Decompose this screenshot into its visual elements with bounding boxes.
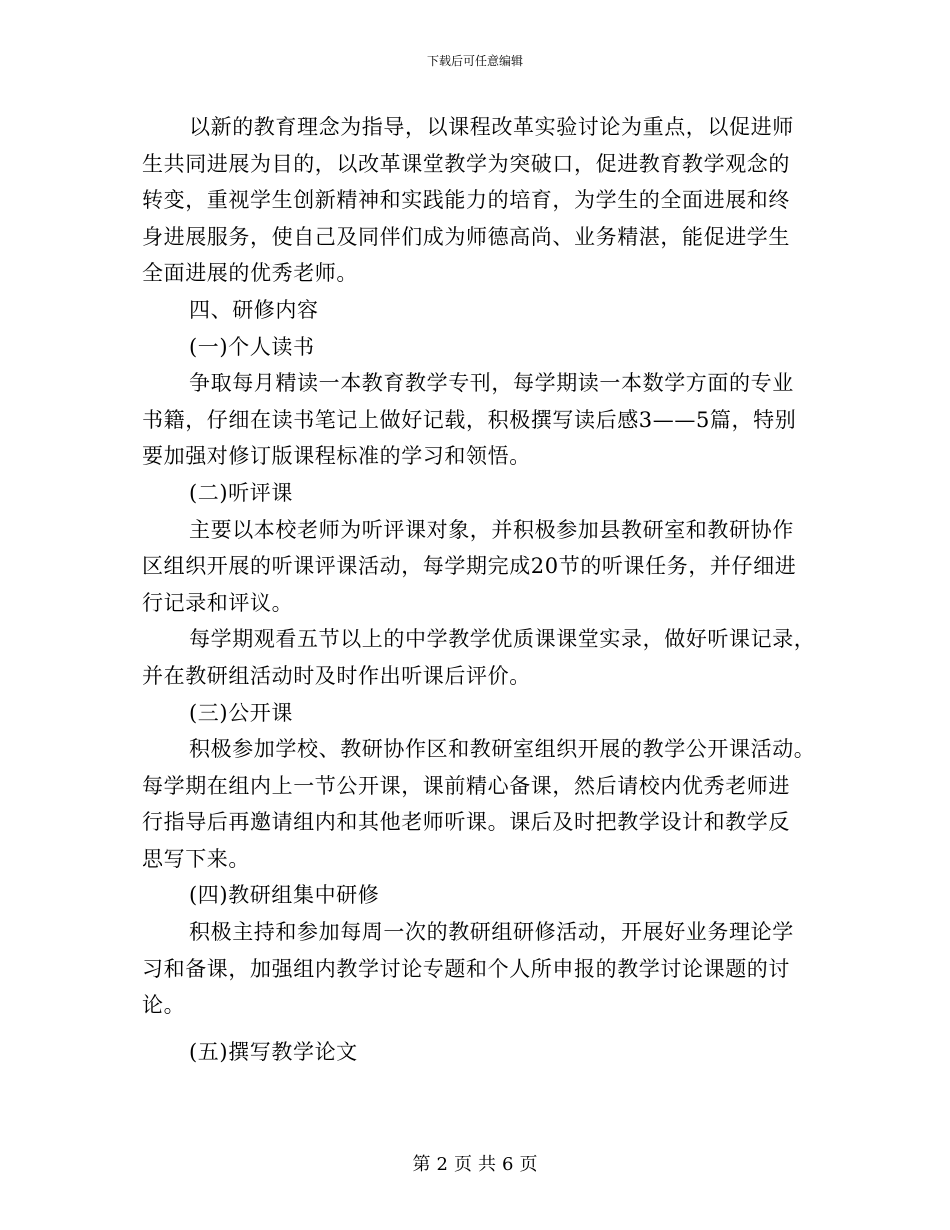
paragraph-line: 积极参加学校、教研协作区和教研室组织开展的教学公开课活动。 xyxy=(189,737,816,762)
paragraph-line: 全面进展的优秀老师。 xyxy=(142,261,358,286)
paragraph-line: 争取每月精读一本教育教学专刊，每学期读一本数学方面的专业 xyxy=(189,371,794,396)
paragraph-line: 每学期在组内上一节公开课，课前精心备课，然后请校内优秀老师进 xyxy=(142,773,790,798)
subsection-heading: (一)个人读书 xyxy=(189,334,315,359)
paragraph-line: 行记录和评议。 xyxy=(142,590,294,615)
paragraph-line: 习和备课，加强组内教学讨论专题和个人所申报的教学讨论课题的讨 xyxy=(142,956,790,981)
footer-page-word: 页 xyxy=(454,1154,472,1175)
current-page-number: 2 xyxy=(436,1154,448,1175)
paragraph-line: 书籍，仔细在读书笔记上做好记载，积极撰写读后感3——5篇，特别 xyxy=(142,407,797,432)
paragraph-line: 区组织开展的听课评课活动，每学期完成20节的听课任务，并仔细进 xyxy=(142,554,797,579)
document-body xyxy=(142,109,816,1070)
subsection-heading: (二)听评课 xyxy=(189,480,293,505)
paragraph-line: 并在教研组活动时及时作出听课后评价。 xyxy=(142,663,531,688)
paragraph-gap xyxy=(142,1024,810,1034)
footer-page-word-2: 页 xyxy=(519,1154,538,1175)
paragraph-line: 每学期观看五节以上的中学教学优质课课堂实录，做好听课记录， xyxy=(189,627,816,652)
paragraph-line: 以新的教育理念为指导，以课程改革实验讨论为重点，以促进师 xyxy=(189,115,794,139)
subsection-heading: (五)撰写教学论文 xyxy=(189,1039,358,1064)
subsection-heading: (三)公开课 xyxy=(189,700,293,725)
paragraph-line: 身进展服务，使自己及同伴们成为师德高尚、业务精湛，能促进学生 xyxy=(142,224,790,249)
paragraph-line: 生共同进展为目的，以改革课堂教学为突破口，促进教育教学观念的 xyxy=(142,151,790,176)
footer-total-word: 共 xyxy=(478,1154,496,1175)
subsection-heading: (四)教研组集中研修 xyxy=(189,883,380,908)
paragraph-line: 论。 xyxy=(142,993,186,1018)
paragraph-line: 思写下来。 xyxy=(142,846,250,871)
paragraph-line: 转变，重视学生创新精神和实践能力的培育，为学生的全面进展和终 xyxy=(142,188,790,213)
total-page-count: 6 xyxy=(502,1154,514,1175)
paragraph-line: 主要以本校老师为听评课对象，并积极参加县教研室和教研协作 xyxy=(189,517,794,542)
paragraph-line: 积极主持和参加每周一次的教研组研修活动，开展好业务理论学 xyxy=(189,920,794,945)
page-footer xyxy=(0,1153,950,1177)
paragraph-line: 要加强对修订版课程标准的学习和领悟。 xyxy=(142,444,531,469)
paragraph-line: 行指导后再邀请组内和其他老师听课。课后及时把教学设计和教学反 xyxy=(142,810,790,835)
footer-prefix: 第 xyxy=(412,1154,431,1175)
section-heading: 四、研修内容 xyxy=(189,297,319,322)
page-header: 下载后可任意编辑 xyxy=(426,54,523,68)
